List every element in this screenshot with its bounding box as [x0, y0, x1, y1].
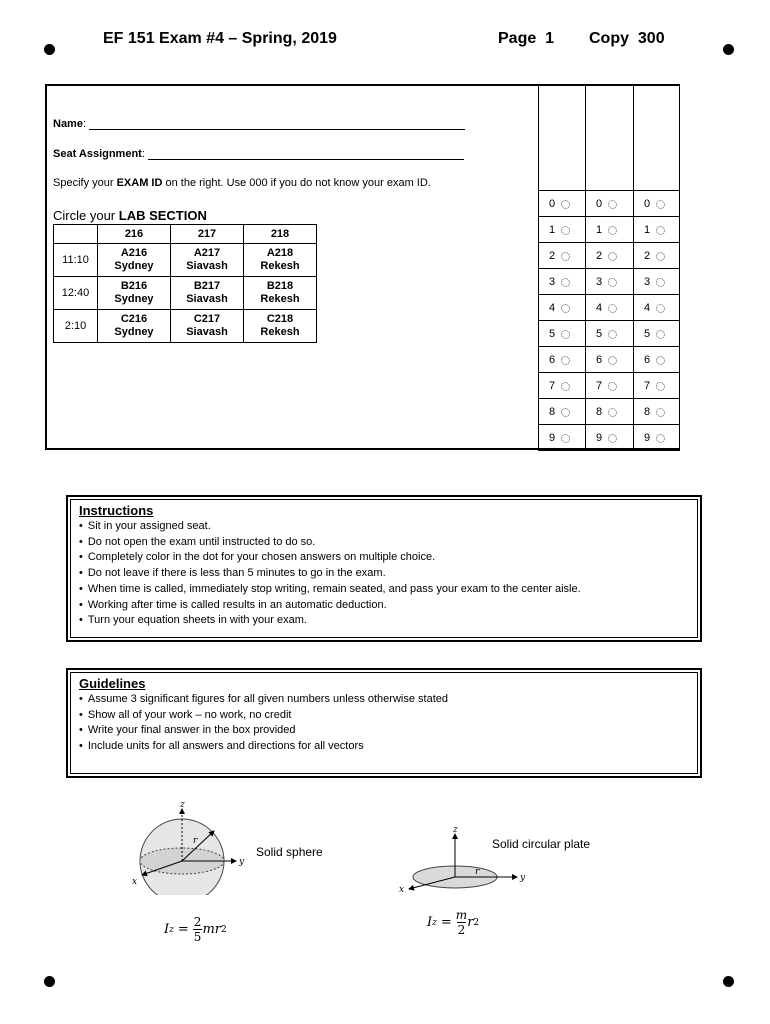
list-item: • Include units for all answers and directions for all vectors — [79, 739, 448, 755]
bubble-circle-icon[interactable] — [608, 252, 617, 261]
bubble-circle-icon[interactable] — [561, 304, 570, 313]
digit-label: 8 — [549, 406, 556, 418]
section-code: A217 — [193, 247, 221, 259]
guidelines-panel — [66, 668, 702, 778]
digit-label: 9 — [644, 432, 651, 444]
grid-divider — [538, 398, 680, 399]
axis-label-z: z — [453, 825, 458, 835]
seat-field[interactable]: Seat Assignment: — [53, 148, 464, 160]
grid-divider — [538, 190, 680, 191]
exam-id-bubble-3-5[interactable] — [644, 328, 665, 340]
exam-id-bubble-1-1[interactable] — [549, 224, 570, 236]
digit-label: 5 — [596, 328, 603, 340]
digit-label: 6 — [549, 354, 556, 366]
registration-mark — [723, 44, 734, 55]
radius-label: r — [475, 867, 480, 877]
instructor-name: Sydney — [114, 326, 154, 338]
bubble-circle-icon[interactable] — [561, 434, 570, 443]
digit-label: 2 — [596, 250, 603, 262]
grid-divider — [538, 346, 680, 347]
exam-id-bubble-2-9[interactable] — [596, 432, 617, 444]
lab-section-heading — [53, 208, 207, 223]
formula-fraction — [193, 915, 203, 944]
exam-id-bubble-2-1[interactable] — [596, 224, 617, 236]
table-row — [54, 277, 317, 310]
digit-label: 8 — [644, 406, 651, 418]
exam-id-text-pre: Specify your — [53, 177, 117, 189]
exam-id-bubble-2-4[interactable] — [596, 302, 617, 314]
section-code: B217 — [193, 280, 221, 292]
digit-label: 1 — [549, 224, 556, 236]
bubble-circle-icon[interactable] — [608, 278, 617, 287]
exam-id-bubble-1-9[interactable] — [549, 432, 570, 444]
digit-label: 1 — [644, 224, 651, 236]
bubble-circle-icon[interactable] — [608, 382, 617, 391]
guidelines-title: Guidelines — [79, 676, 146, 691]
bubble-circle-icon[interactable] — [656, 226, 665, 235]
exam-id-bubble-2-2[interactable] — [596, 250, 617, 262]
instructor-name: Sydney — [114, 293, 154, 305]
section-cell[interactable] — [98, 244, 171, 277]
digit-label: 7 — [644, 380, 651, 392]
bubble-circle-icon[interactable] — [608, 226, 617, 235]
list-item: • Working after time is called results in an automatic deduction. — [79, 598, 581, 614]
sphere-formula: I z = $\frac{2}{5}$ mr 2 — [164, 915, 227, 944]
bubble-circle-icon[interactable] — [656, 330, 665, 339]
exam-id-bubble-3-8[interactable] — [644, 406, 665, 418]
seat-line[interactable] — [148, 159, 464, 160]
formula-symbol: I — [427, 915, 433, 930]
grid-divider — [538, 216, 680, 217]
section-cell[interactable] — [244, 310, 317, 343]
list-item: • Sit in your assigned seat. — [79, 519, 581, 535]
digit-label: 8 — [596, 406, 603, 418]
exam-id-bubble-2-5[interactable] — [596, 328, 617, 340]
bubble-circle-icon[interactable] — [656, 304, 665, 313]
table-row — [54, 244, 317, 277]
table-header-cell: 216 — [98, 225, 171, 244]
formula-symbol: I — [164, 922, 170, 937]
registration-mark — [723, 976, 734, 987]
copy-indicator — [589, 30, 665, 48]
exam-id-column — [585, 84, 633, 450]
bubble-circle-icon[interactable] — [656, 200, 665, 209]
fraction-numerator: 2 — [193, 915, 202, 929]
axis-label-z: z — [180, 800, 185, 810]
digit-label: 0 — [549, 198, 556, 210]
grid-divider — [538, 294, 680, 295]
digit-label: 7 — [549, 380, 556, 392]
instructor-name: Siavash — [186, 293, 228, 305]
copy-label: Copy — [589, 30, 629, 47]
exam-id-column — [633, 84, 680, 450]
section-cell[interactable] — [244, 244, 317, 277]
digit-label: 5 — [549, 328, 556, 340]
exam-id-bubble-3-3[interactable] — [644, 276, 665, 288]
fraction-denominator: 2 — [457, 923, 466, 937]
exam-id-bubble-1-0[interactable] — [549, 198, 570, 210]
exam-id-bubble-3-9[interactable] — [644, 432, 665, 444]
instructions-title: Instructions — [79, 503, 154, 518]
section-cell[interactable] — [98, 310, 171, 343]
bubble-circle-icon[interactable] — [561, 356, 570, 365]
page-label: Page — [498, 30, 537, 47]
exam-id-bubble-2-0[interactable] — [596, 198, 617, 210]
instructions-panel — [66, 495, 702, 642]
page-number: 1 — [545, 30, 555, 47]
digit-label: 4 — [549, 302, 556, 314]
digit-label: 2 — [549, 250, 556, 262]
digit-label: 0 — [644, 198, 651, 210]
digit-label: 9 — [549, 432, 556, 444]
table-header-row — [54, 225, 317, 244]
radius-label: r — [193, 836, 198, 846]
bubble-circle-icon[interactable] — [656, 382, 665, 391]
lab-text-bold: LAB SECTION — [118, 208, 207, 223]
instructor-name: Rekesh — [260, 326, 300, 338]
section-code: C218 — [266, 313, 294, 325]
list-item: • When time is called, immediately stop writing, remain seated, and pass your exam to the center aisle. — [79, 582, 581, 598]
bubble-circle-icon[interactable] — [561, 200, 570, 209]
list-item: • Write your final answer in the box provided — [79, 723, 448, 739]
name-line[interactable] — [89, 129, 465, 130]
fraction-denominator: 5 — [193, 930, 202, 944]
seat-label: Seat Assignment — [53, 148, 142, 160]
section-code: C216 — [120, 313, 148, 325]
solid-sphere-diagram — [120, 795, 260, 895]
table-row — [54, 310, 317, 343]
grid-divider — [538, 242, 680, 243]
grid-divider — [538, 424, 680, 425]
registration-mark — [44, 44, 55, 55]
formula-subscript: z — [169, 924, 174, 935]
exam-id-bubble-3-1[interactable] — [644, 224, 665, 236]
digit-label: 6 — [596, 354, 603, 366]
digit-label: 3 — [644, 276, 651, 288]
section-cell[interactable] — [98, 277, 171, 310]
axis-label-y: y — [239, 857, 245, 867]
bubble-circle-icon[interactable] — [561, 382, 570, 391]
bubble-circle-icon[interactable] — [561, 408, 570, 417]
bubble-circle-icon[interactable] — [561, 278, 570, 287]
formula-subscript: z — [432, 917, 437, 928]
solid-plate-diagram — [395, 822, 535, 897]
plate-caption: Solid circular plate — [492, 837, 591, 851]
bubble-circle-icon[interactable] — [561, 330, 570, 339]
grid-divider — [538, 450, 680, 451]
digit-label: 6 — [644, 354, 651, 366]
lab-section-table — [53, 224, 317, 343]
grid-divider — [538, 320, 680, 321]
bubble-circle-icon[interactable] — [561, 252, 570, 261]
name-label: Name — [53, 118, 83, 130]
exam-id-bubble-2-6[interactable] — [596, 354, 617, 366]
section-code: A216 — [120, 247, 148, 259]
bubble-circle-icon[interactable] — [656, 434, 665, 443]
list-item: • Turn your equation sheets in with your exam. — [79, 613, 581, 629]
formula-exponent: 2 — [473, 917, 480, 928]
exam-id-bubble-3-0[interactable] — [644, 198, 665, 210]
bubble-circle-icon[interactable] — [656, 356, 665, 365]
formula-term: mr — [202, 922, 221, 937]
exam-id-bubble-2-3[interactable] — [596, 276, 617, 288]
exam-id-bubble-1-3[interactable] — [549, 276, 570, 288]
exam-id-text-post: on the right. Use 000 if you do not know your exam ID. — [162, 177, 431, 189]
bubble-circle-icon[interactable] — [561, 226, 570, 235]
section-code: A218 — [266, 247, 294, 259]
bubble-circle-icon[interactable] — [608, 408, 617, 417]
section-cell[interactable] — [171, 244, 244, 277]
page-indicator — [498, 30, 554, 48]
instructor-name: Rekesh — [260, 260, 300, 272]
digit-label: 1 — [596, 224, 603, 236]
grid-divider — [538, 268, 680, 269]
axis-label-y: y — [520, 873, 526, 883]
exam-id-bubble-3-6[interactable] — [644, 354, 665, 366]
fraction-numerator: m — [455, 908, 468, 922]
bubble-circle-icon[interactable] — [656, 408, 665, 417]
digit-label: 5 — [644, 328, 651, 340]
name-field[interactable]: Name: — [53, 118, 465, 130]
axis-label-x: x — [132, 877, 138, 887]
section-code: C217 — [193, 313, 221, 325]
exam-id-bubble-3-4[interactable] — [644, 302, 665, 314]
exam-id-bubble-1-2[interactable] — [549, 250, 570, 262]
axis-label-x: x — [399, 885, 405, 895]
section-cell[interactable] — [171, 277, 244, 310]
instructor-name: Sydney — [114, 260, 154, 272]
registration-mark — [44, 976, 55, 987]
list-item: • Assume 3 significant figures for all given numbers unless otherwise stated — [79, 692, 448, 708]
exam-id-bubble-1-7[interactable] — [549, 380, 570, 392]
section-code: B218 — [266, 280, 294, 292]
lab-text-pre: Circle your — [53, 208, 119, 223]
formula-term: r — [467, 915, 474, 930]
exam-title: EF 151 Exam #4 – Spring, 2019 — [103, 30, 337, 47]
exam-id-bubble-2-8[interactable] — [596, 406, 617, 418]
formula-fraction — [456, 908, 467, 937]
exam-id-bubble-3-7[interactable] — [644, 380, 665, 392]
digit-label: 0 — [596, 198, 603, 210]
grid-divider — [538, 372, 680, 373]
digit-label: 2 — [644, 250, 651, 262]
list-item: • Do not leave if there is less than 5 minutes to go in the exam. — [79, 566, 581, 582]
instructions-list — [79, 519, 581, 629]
bubble-circle-icon[interactable] — [608, 304, 617, 313]
instructor-name: Siavash — [186, 326, 228, 338]
sphere-caption: Solid sphere — [256, 845, 323, 859]
digit-label: 4 — [596, 302, 603, 314]
plate-formula: I z = $\frac{m}{2}$ r 2 — [427, 908, 480, 937]
digit-label: 4 — [644, 302, 651, 314]
digit-label: 3 — [549, 276, 556, 288]
table-header-cell — [54, 225, 98, 244]
bubble-circle-icon[interactable] — [608, 200, 617, 209]
exam-id-bubble-1-4[interactable] — [549, 302, 570, 314]
list-item: • Do not open the exam until instructed to do so. — [79, 535, 581, 551]
bubble-circle-icon[interactable] — [608, 330, 617, 339]
exam-id-instruction — [53, 177, 431, 189]
time-cell: 11:10 — [54, 244, 98, 277]
instructor-name: Rekesh — [260, 293, 300, 305]
section-code: B216 — [120, 280, 148, 292]
list-item: • Completely color in the dot for your chosen answers on multiple choice. — [79, 550, 581, 566]
exam-id-bubble-1-6[interactable] — [549, 354, 570, 366]
list-item: • Show all of your work – no work, no credit — [79, 708, 448, 724]
bubble-circle-icon[interactable] — [656, 278, 665, 287]
section-cell[interactable] — [171, 310, 244, 343]
time-cell: 2:10 — [54, 310, 98, 343]
digit-label: 7 — [596, 380, 603, 392]
copy-number: 300 — [637, 30, 665, 47]
digit-label: 9 — [596, 432, 603, 444]
time-cell: 12:40 — [54, 277, 98, 310]
digit-label: 3 — [596, 276, 603, 288]
exam-id-bubble-1-5[interactable] — [549, 328, 570, 340]
guidelines-list — [79, 692, 448, 755]
exam-id-column — [538, 84, 585, 450]
exam-id-bubble-3-2[interactable] — [644, 250, 665, 262]
table-header-cell: 218 — [244, 225, 317, 244]
bubble-circle-icon[interactable] — [656, 252, 665, 261]
formula-exponent: 2 — [220, 924, 227, 935]
bubble-circle-icon[interactable] — [608, 434, 617, 443]
exam-id-text-bold: EXAM ID — [116, 177, 163, 189]
instructor-name: Siavash — [186, 260, 228, 272]
bubble-circle-icon[interactable] — [608, 356, 617, 365]
exam-id-bubble-1-8[interactable] — [549, 406, 570, 418]
table-header-cell: 217 — [171, 225, 244, 244]
exam-id-bubble-2-7[interactable] — [596, 380, 617, 392]
section-cell[interactable] — [244, 277, 317, 310]
